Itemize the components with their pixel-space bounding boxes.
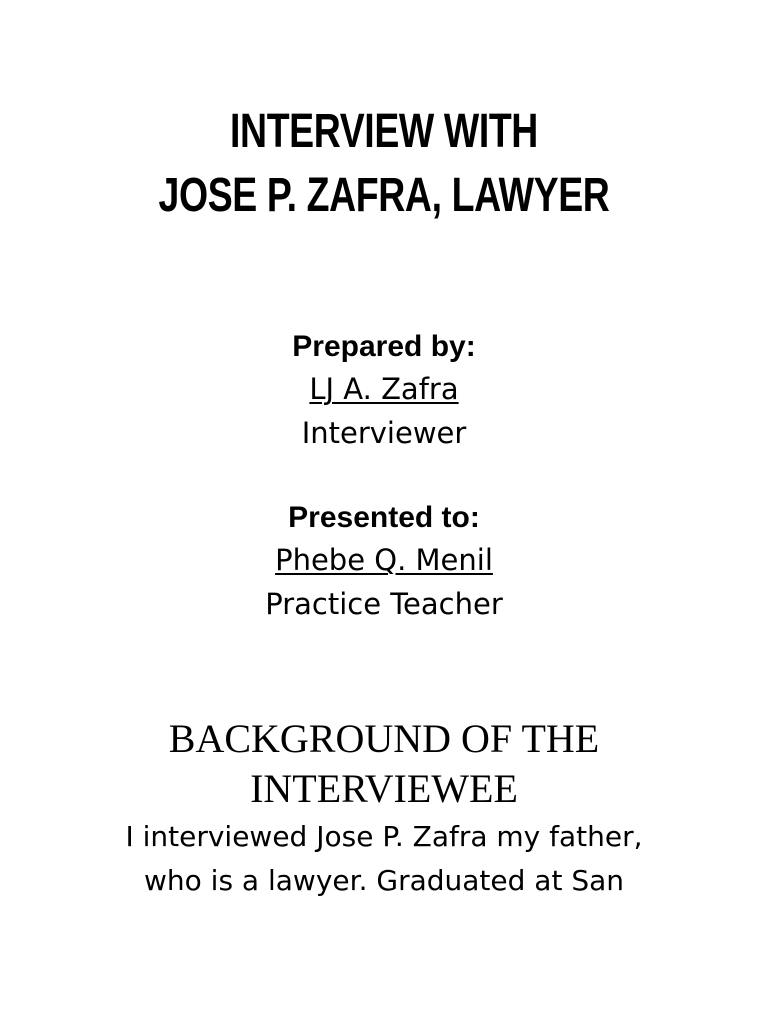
prepared-by-block [0, 327, 768, 455]
background-text-line-2: who is a lawyer. Graduated at San [143, 864, 625, 897]
title-line-2: JOSE P. ZAFRA, LAWYER [158, 169, 610, 222]
prepared-by-label: Prepared by: [292, 330, 476, 363]
presented-to-block [0, 498, 768, 626]
background-heading [0, 714, 768, 814]
presentee-role: Practice Teacher [265, 587, 503, 621]
background-text-line-1: I interviewed Jose P. Zafra my father, [125, 820, 643, 853]
background-heading-line-2: INTERVIEWEE [250, 766, 518, 811]
background-paragraph [0, 815, 768, 903]
preparer-name: LJ A. Zafra [309, 372, 459, 406]
background-heading-line-1: BACKGROUND OF THE [168, 716, 600, 761]
title-line-1: INTERVIEW WITH [230, 105, 538, 158]
document-title [84, 100, 683, 228]
presentee-name: Phebe Q. Menil [275, 543, 493, 577]
preparer-role: Interviewer [301, 416, 467, 450]
presented-to-label: Presented to: [288, 501, 480, 534]
